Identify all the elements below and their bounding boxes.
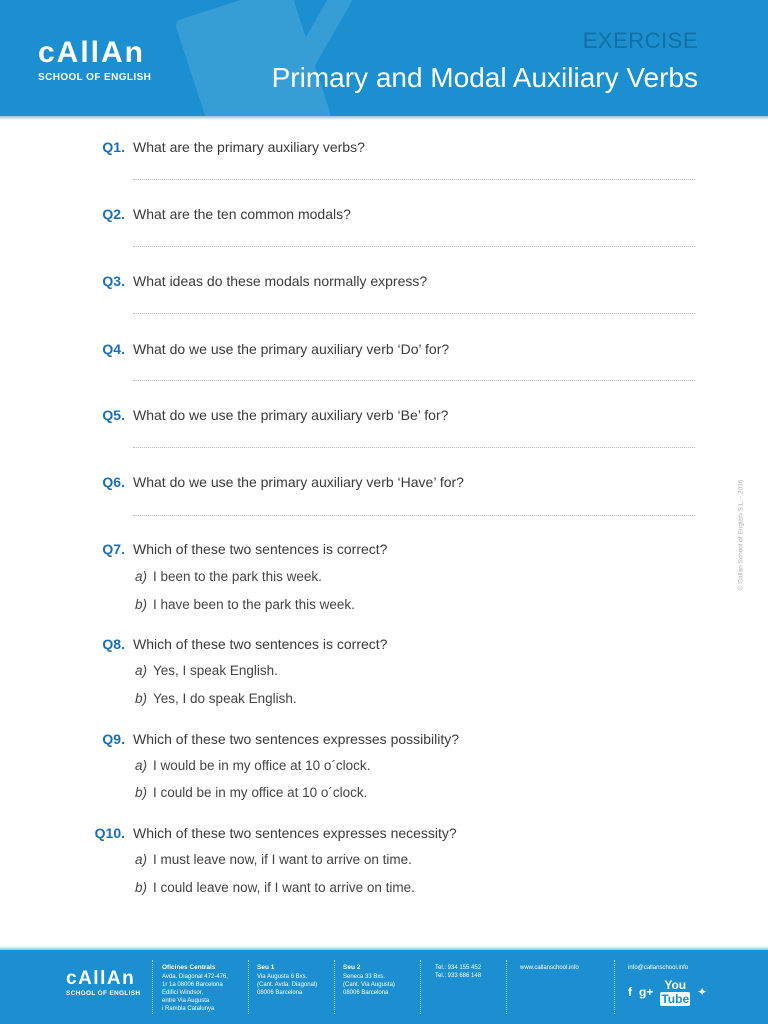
option-label: b) xyxy=(135,785,148,800)
seu2-line: Seneca 33 Bxs. xyxy=(343,974,386,980)
google-plus-icon[interactable]: g+ xyxy=(639,985,654,999)
seu1-title: Seu 1 xyxy=(257,964,275,971)
footer-seu2 xyxy=(343,964,395,997)
option-text: I could be in my office at 10 o´clock. xyxy=(153,785,368,800)
seu1-line: 08006 Barcelona xyxy=(257,990,303,996)
option-b[interactable] xyxy=(135,594,355,616)
option-text: Yes, I speak English. xyxy=(153,663,278,678)
question-8 xyxy=(0,632,768,656)
copyright-text: © Callan School of English S.L. - 2016 xyxy=(737,479,745,591)
question-4 xyxy=(0,337,768,361)
offices-line: 1r 1a 08006 Barcelona xyxy=(162,982,223,988)
question-number: Q3. xyxy=(102,273,125,289)
option-a[interactable] xyxy=(135,566,322,588)
question-number: Q8. xyxy=(102,636,125,652)
phone-number[interactable]: Tel.: 934 155 452 xyxy=(435,965,482,971)
website-link[interactable]: www.callanschool.info xyxy=(520,965,579,971)
answer-line-2[interactable] xyxy=(133,246,695,247)
option-text: Yes, I do speak English. xyxy=(153,691,297,706)
facebook-icon[interactable]: f xyxy=(628,985,632,999)
phone-number[interactable]: Tel.: 933 686 148 xyxy=(435,973,482,979)
answer-line-1[interactable] xyxy=(133,179,695,180)
question-5 xyxy=(0,403,768,427)
answer-line-5[interactable] xyxy=(133,447,695,448)
question-text: Which of these two sentences expresses necessity? xyxy=(133,825,457,841)
answer-line-3[interactable] xyxy=(133,313,695,314)
offices-line: entre Via Augusta xyxy=(162,998,210,1004)
option-b[interactable] xyxy=(135,782,367,804)
option-label: b) xyxy=(135,880,148,895)
seu1-line: Via Augusta 6 Bxs. xyxy=(257,974,308,980)
seu2-title: Seu 2 xyxy=(343,964,361,971)
question-text: What are the primary auxiliary verbs? xyxy=(133,139,365,155)
option-label: b) xyxy=(135,597,148,612)
footer-phones xyxy=(435,964,481,980)
answer-line-6[interactable] xyxy=(133,515,695,516)
option-a[interactable] xyxy=(135,849,412,871)
option-text: I would be in my office at 10 o´clock. xyxy=(153,758,371,773)
question-2 xyxy=(0,202,768,226)
twitter-icon[interactable]: ✦ xyxy=(697,985,708,999)
question-number: Q9. xyxy=(102,731,125,747)
option-label: b) xyxy=(135,691,148,706)
question-3 xyxy=(0,269,768,293)
question-text: Which of these two sentences expresses possibility? xyxy=(133,731,460,747)
option-b[interactable] xyxy=(135,877,415,899)
header-banner xyxy=(0,0,768,116)
youtube-icon-top: You xyxy=(664,978,687,992)
footer-divider xyxy=(506,960,507,1014)
question-text: What ideas do these modals normally express? xyxy=(133,273,428,289)
option-text: I could leave now, if I want to arrive on time. xyxy=(153,880,415,895)
offices-line: Edifici Windsor, xyxy=(162,990,204,996)
youtube-icon-bottom: Tube xyxy=(661,992,690,1006)
question-text: What are the ten common modals? xyxy=(133,206,351,222)
option-label: a) xyxy=(135,758,148,773)
option-a[interactable] xyxy=(135,755,370,777)
offices-line: i Rambla Catalunya xyxy=(162,1006,215,1012)
question-number: Q5. xyxy=(102,407,125,423)
question-text: What do we use the primary auxiliary verb ‘Have’ for? xyxy=(133,474,464,490)
option-text: I must leave now, if I want to arrive on time. xyxy=(153,852,412,867)
footer-divider xyxy=(420,960,421,1014)
option-label: a) xyxy=(135,569,148,584)
question-7 xyxy=(0,537,768,561)
copyright-note xyxy=(733,470,749,600)
exercise-label: EXERCISE xyxy=(582,28,698,53)
logo-wordmark: cAllAn xyxy=(38,36,146,69)
footer-website xyxy=(520,964,579,972)
question-1 xyxy=(0,135,768,159)
footer-logo-wordmark: cAllAn xyxy=(66,968,136,989)
question-number: Q6. xyxy=(102,474,125,490)
question-text: Which of these two sentences is correct? xyxy=(133,541,388,557)
footer-banner xyxy=(0,950,768,1024)
question-number: Q1. xyxy=(102,139,125,155)
footer-divider xyxy=(152,960,153,1014)
logo-subtitle: SCHOOL OF ENGLISH xyxy=(38,72,152,83)
option-text: I have been to the park this week. xyxy=(153,597,355,612)
seu2-line: 08006 Barcelona xyxy=(343,990,389,996)
question-text: Which of these two sentences is correct? xyxy=(133,636,388,652)
footer-logo xyxy=(66,968,140,997)
header-shadow xyxy=(0,116,768,120)
seu2-line: (Cant. Via Augusta) xyxy=(343,982,395,988)
question-10 xyxy=(0,821,768,845)
page-title: Primary and Modal Auxiliary Verbs xyxy=(271,62,698,93)
footer-logo-subtitle: SCHOOL OF ENGLISH xyxy=(66,990,141,997)
question-9 xyxy=(0,727,768,751)
question-text: What do we use the primary auxiliary verb ‘Be’ for? xyxy=(133,407,449,423)
footer-divider xyxy=(334,960,335,1014)
footer-email xyxy=(628,964,688,972)
footer-seu1 xyxy=(257,964,317,997)
option-label: a) xyxy=(135,852,148,867)
youtube-icon[interactable] xyxy=(660,978,690,1006)
question-number: Q4. xyxy=(102,341,125,357)
option-label: a) xyxy=(135,663,148,678)
offices-line: Avda. Diagonal 472-476, xyxy=(162,974,228,980)
question-number: Q7. xyxy=(102,541,125,557)
footer-divider xyxy=(248,960,249,1014)
footer-offices xyxy=(162,964,228,1013)
offices-title: Oficines Centrals xyxy=(162,964,216,971)
callan-logo xyxy=(38,36,151,83)
option-b[interactable] xyxy=(135,688,297,710)
footer-divider xyxy=(614,960,615,1014)
answer-line-4[interactable] xyxy=(133,380,695,381)
option-text: I been to the park this week. xyxy=(153,569,322,584)
question-6 xyxy=(0,470,768,494)
question-number: Q10. xyxy=(94,825,125,841)
question-number: Q2. xyxy=(102,206,125,222)
social-links xyxy=(628,978,707,1006)
option-a[interactable] xyxy=(135,660,278,682)
email-link[interactable]: info@callanschool.info xyxy=(628,965,689,971)
notebook-pencil-decoration-icon xyxy=(150,0,390,116)
seu1-line: (Cant. Avda. Diagonal) xyxy=(257,982,318,988)
question-text: What do we use the primary auxiliary verb ‘Do’ for? xyxy=(133,341,450,357)
